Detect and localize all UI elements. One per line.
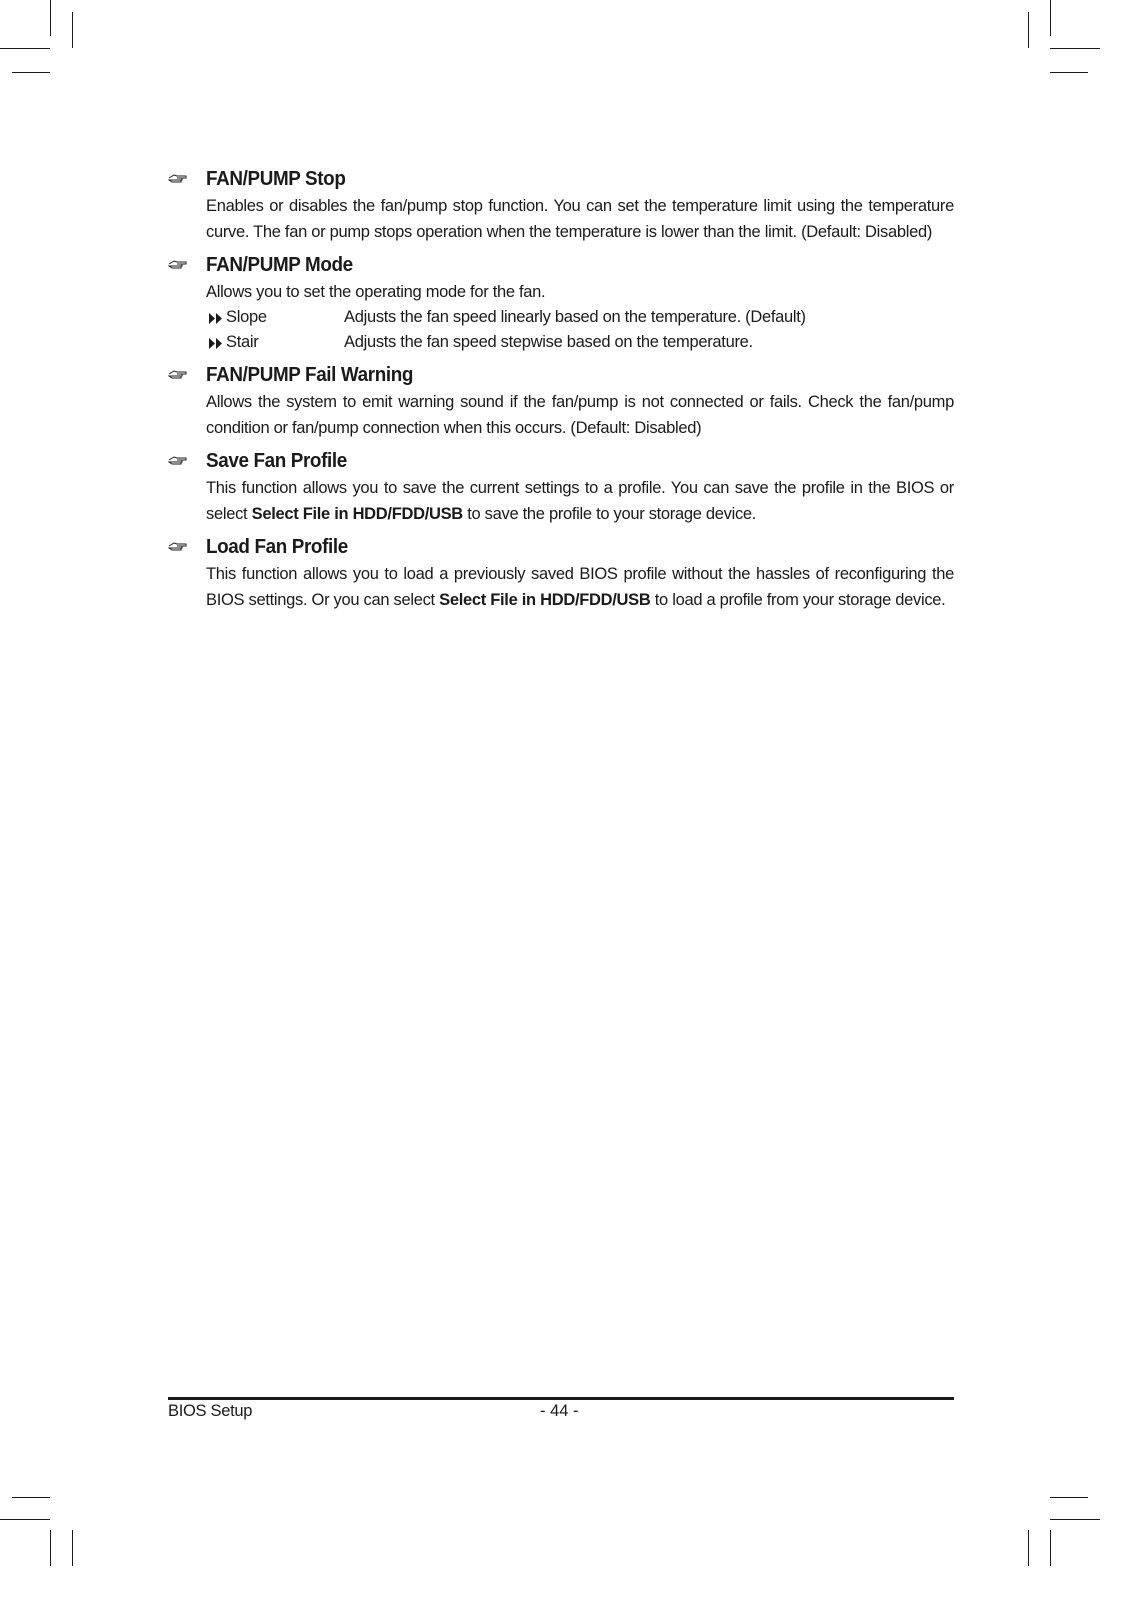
section-heading	[168, 165, 954, 193]
option-description: Adjusts the fan speed linearly based on the temperature. (Default)	[344, 308, 806, 326]
section-description	[206, 475, 954, 527]
pointing-hand-icon	[168, 259, 188, 271]
pointing-hand-icon	[168, 369, 188, 381]
section-save-fan-profile	[168, 447, 954, 527]
section-heading	[168, 361, 954, 389]
section-description	[206, 561, 954, 613]
section-heading	[168, 533, 954, 561]
page-number: - 44 -	[540, 1402, 579, 1420]
desc-text: This function allows you to load a previously saved BIOS profile without the hassles of reconfiguring the BIOS settings. Or you can select	[206, 565, 954, 609]
section-heading	[168, 251, 954, 279]
pointing-hand-icon	[168, 173, 188, 185]
double-arrow-icon	[208, 338, 224, 349]
desc-emphasis: Select File in HDD/FDD/USB	[439, 591, 651, 609]
section-title: FAN/PUMP Mode	[206, 253, 353, 276]
desc-text: to save the profile to your storage device.	[467, 505, 757, 523]
section-fan-pump-mode	[168, 251, 954, 355]
pointing-hand-icon	[168, 541, 188, 553]
section-title: FAN/PUMP Stop	[206, 167, 346, 190]
desc-emphasis: Select File in HDD/FDD/USB	[251, 505, 463, 523]
section-fan-pump-stop	[168, 165, 954, 245]
option-slope	[206, 305, 954, 330]
option-name: Stair	[226, 333, 259, 351]
section-title: Save Fan Profile	[206, 449, 347, 472]
footer-title: BIOS Setup	[168, 1402, 253, 1420]
desc-text: to load a profile from your storage device.	[654, 591, 946, 609]
option-stair	[206, 330, 954, 355]
section-heading	[168, 447, 954, 475]
section-title: FAN/PUMP Fail Warning	[206, 363, 414, 386]
desc-text: This function allows you to save the current settings to a profile. You can save the profile in the BIOS or select	[206, 479, 954, 523]
option-description: Adjusts the fan speed stepwise based on the temperature.	[344, 333, 753, 351]
section-title: Load Fan Profile	[206, 535, 348, 558]
double-arrow-icon	[208, 313, 224, 324]
section-fan-pump-fail-warning	[168, 361, 954, 441]
section-description: Allows you to set the operating mode for the fan.	[206, 283, 546, 301]
document-body	[168, 165, 954, 619]
section-description: Allows the system to emit warning sound if the fan/pump is not connected or fails. Check the fan/pump condition or fan/pump connection when this occurs. (Default: Disabled)	[206, 393, 954, 437]
section-load-fan-profile	[168, 533, 954, 613]
option-name: Slope	[226, 308, 267, 326]
pointing-hand-icon	[168, 455, 188, 467]
footer-divider	[168, 1397, 954, 1400]
section-description: Enables or disables the fan/pump stop function. You can set the temperature limit using the temperature curve. The fan or pump stops operation when the temperature is lower than the limit. (Default: Disabled)	[206, 197, 954, 241]
